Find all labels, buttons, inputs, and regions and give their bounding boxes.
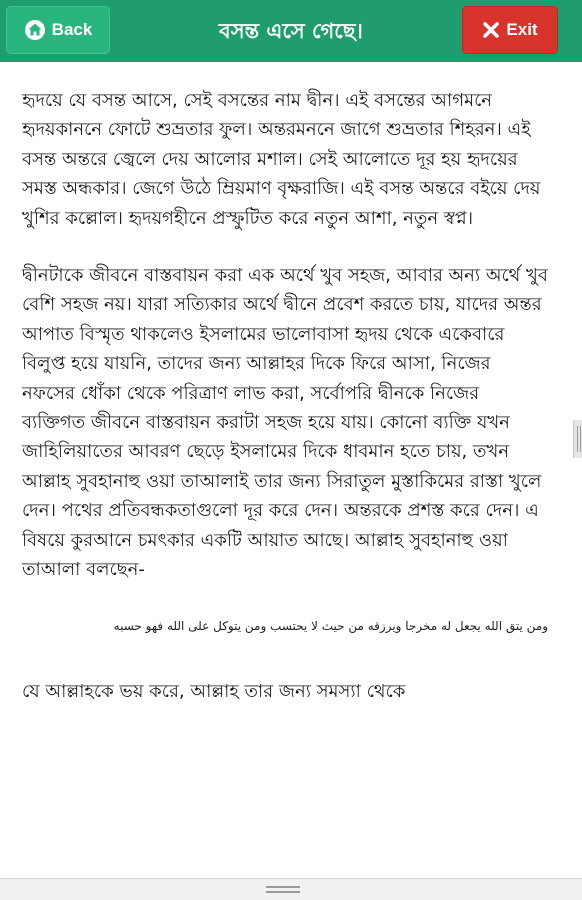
drag-handle-icon xyxy=(266,886,300,893)
back-button-label: Back xyxy=(51,20,93,39)
article-body xyxy=(22,86,548,734)
exit-button[interactable] xyxy=(462,6,558,54)
arabic-verse: ومن يتق الله يجعل له مخرجا ويرزقه من حيث لا يحتسب ومن يتوكل على الله فهو حسبه xyxy=(113,618,548,633)
paragraph-3: যে আল্লাহকে ভয় করে, আল্লাহ তার জন্য সমস্যা থেকে xyxy=(22,680,406,702)
app-header xyxy=(0,0,582,62)
home-icon xyxy=(24,19,46,41)
paragraph-2: দ্বীনটাকে জীবনে বাস্তবায়ন করা এক অর্থে খুব সহজ, আবার অন্য অর্থে খুব বেশি সহজ নয়। যারা সত্যিকার অর্থে দ্বীনে প্রবেশ করতে চায়, যাদের অন্তর আপাত বিস্মৃত থাকলেও ইসলামের ভালোবাসা হৃদয় থেকে একেবারে বিলুপ্ত হয়ে যায়নি, তাদের জন্য আল্লাহর দিকে ফিরে আসা, নিজের নফসের ধোঁকা থেকে পরিত্রাণ লাভ করা, সর্বোপরি দ্বীনকে নিজের ব্যক্তিগত জীবনে বাস্তবায়ন করাটা সহজ হয়ে যায়। কোনো ব্যক্তি যখন জাহিলিয়াতের আবরণ ছেড়ে ইসলামের দিকে ধাবমান হতে চায়, তখন আল্লাহ সুবহানাহু ওয়া তাআলাই তার জন্য সিরাতুল মুস্তাকিমের রাস্তা খুলে দেন। পথের প্রতিবন্ধকতাগুলো দূর করে দেন। অন্তরকে প্রশস্ত করে দেন। এ বিষয়ে কুরআনে চমৎকার একটি আয়াত আছে। আল্লাহ সুবহানাহু ওয়া তাআলা বলছেন- xyxy=(22,265,548,581)
close-icon xyxy=(482,21,500,39)
back-button[interactable] xyxy=(6,6,110,54)
paragraph-1: হৃদয়ে যে বসন্ত আসে, সেই বসন্তের নাম দ্বীন। এই বসন্তের আগমনে হৃদয়কাননে ফোটে শুভ্রতার ফুল। অন্তরমননে জাগে শুভ্রতার শিহরন। এই বসন্ত অন্তরে জ্বেলে দেয় আলোর মশাল। সেই আলোতে দূর হয় হৃদয়ের সমস্ত অন্ধকার। জেগে উঠে ম্রিয়মাণ বৃক্ষরাজি। এই বসন্ত অন্তরে বইয়ে দেয় খুশির কল্লোল। হৃদয়গহীনে প্রস্ফুটিত করে নতুন আশা, নতুন স্বপ্ন। xyxy=(22,90,541,229)
page-title: বসন্ত এসে গেছে। xyxy=(219,19,363,43)
exit-button-label: Exit xyxy=(506,20,538,39)
scrollbar-handle[interactable] xyxy=(573,420,582,458)
bottom-drag-bar[interactable] xyxy=(0,878,582,900)
